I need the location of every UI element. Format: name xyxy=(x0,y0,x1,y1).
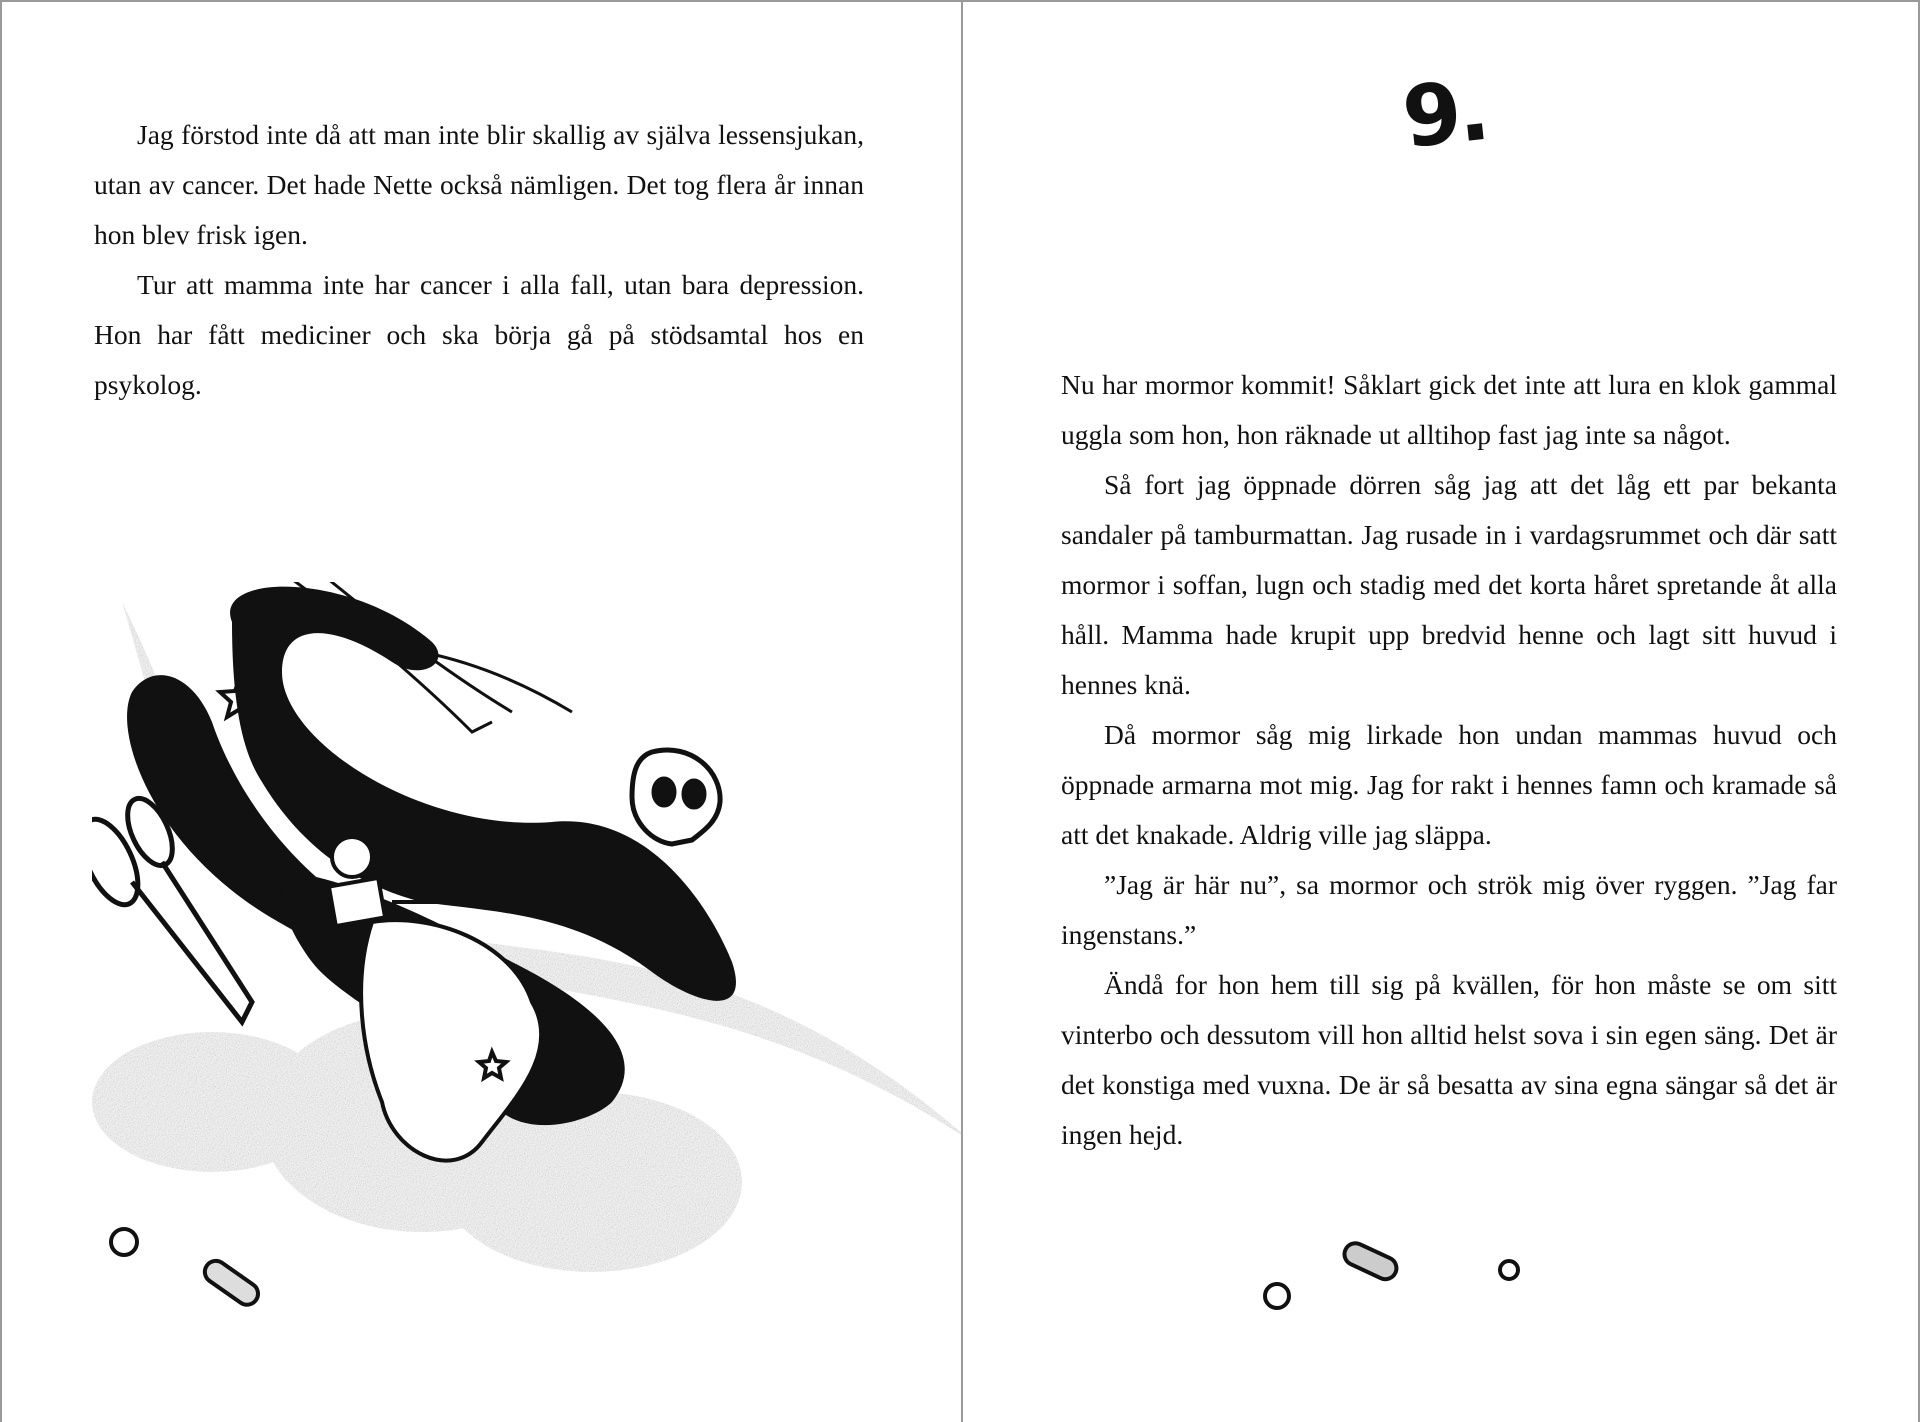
paragraph: Ändå for hon hem till sig på kvällen, för hon måste se om sitt vinterbo och dessutom vill hon alltid helst sova i sin egen säng. Det är det konstiga med vuxna. De är så besatta av sina egna sängar så det är ingen hejd. xyxy=(1061,969,1837,1150)
bubble-icon xyxy=(1500,1261,1518,1279)
paragraph: ”Jag är här nu”, sa mormor och strök mig över ryggen. ”Jag far ingenstans.” xyxy=(1061,869,1837,950)
paragraph: Tur att mamma inte har cancer i alla fall, utan bara depression. Hon har fått mediciner och ska börja gå på stödsamtal hos en psykolog. xyxy=(94,269,864,400)
skull-icon xyxy=(632,750,720,844)
swirling-figure-illustration xyxy=(92,582,962,1342)
paragraph: Då mormor såg mig lirkade hon undan mammas huvud och öppnade armarna mot mig. Jag for rakt i hennes famn och kramade så att det knakade. Aldrig ville jag släppa. xyxy=(1061,719,1837,850)
left-page-text xyxy=(94,110,864,410)
pills-and-bubbles-illustration xyxy=(963,1212,1920,1332)
chapter-number: 9. xyxy=(1398,60,1491,168)
paragraph: Så fort jag öppnade dörren såg jag att det låg ett par bekanta sandaler på tamburmattan. Jag rusade in i vardagsrummet och där satt mormor i soffan, lugn och stadig med det korta håret spretande åt alla håll. Mamma hade krupit upp bredvid henne och lagt sitt huvud i hennes knä. xyxy=(1061,469,1837,700)
pill-icon xyxy=(201,1257,263,1309)
paragraph: Jag förstod inte då att man inte blir skallig av själva lessensjukan, utan av cancer. Det hade Nette också nämligen. Det tog flera år innan hon blev frisk igen. xyxy=(94,119,864,250)
bubble-icon xyxy=(1265,1284,1289,1308)
right-page-text xyxy=(1061,360,1837,1160)
right-page xyxy=(963,0,1920,1422)
paragraph: Nu har mormor kommit! Såklart gick det inte att lura en klok gammal uggla som hon, hon räknade ut alltihop fast jag inte sa något. xyxy=(1061,369,1837,450)
pill-icon xyxy=(1341,1240,1400,1283)
